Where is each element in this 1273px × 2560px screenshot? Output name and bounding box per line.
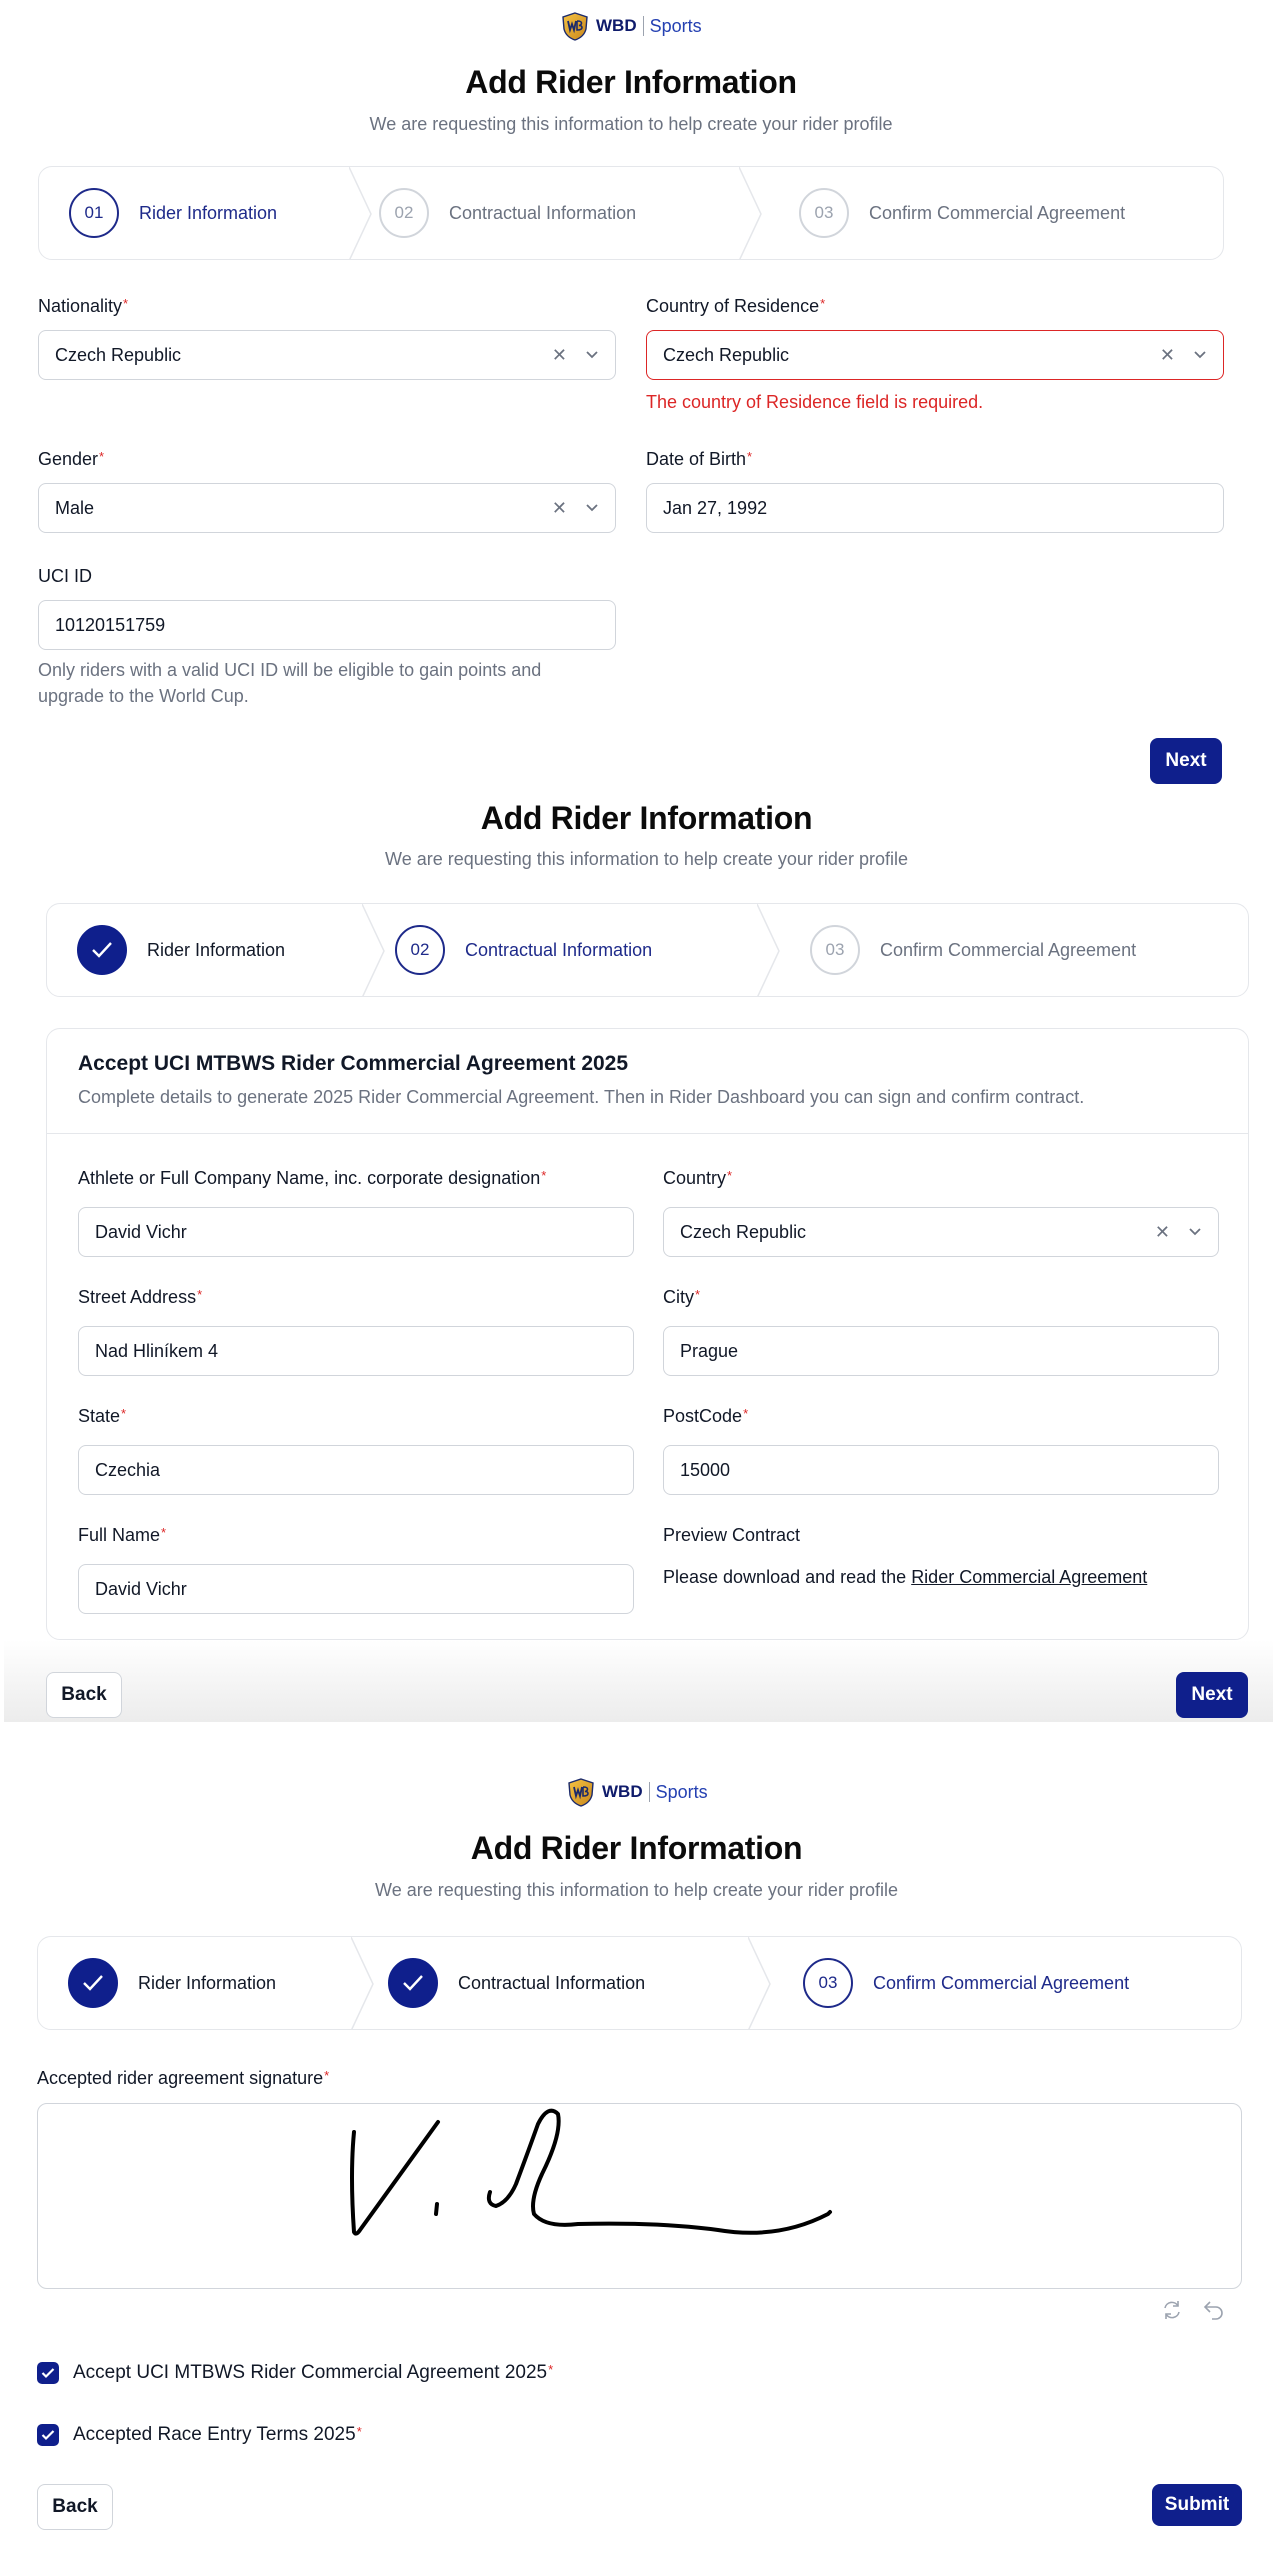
brand-logo <box>566 1776 708 1808</box>
brand-divider <box>649 1782 650 1802</box>
state-value: Czechia <box>95 1459 161 1480</box>
step-label: Confirm Commercial Agreement <box>880 939 1137 960</box>
required-marker: * <box>121 1406 127 1421</box>
checkmark-icon <box>41 2367 55 2379</box>
step-label: Rider Information <box>139 202 278 223</box>
country-select[interactable] <box>663 1207 1219 1257</box>
agreement-link[interactable]: Rider Commercial Agreement <box>911 1567 1148 1587</box>
checkbox[interactable] <box>37 2424 59 2446</box>
country-value: Czech Republic <box>680 1221 807 1242</box>
checkmark-icon <box>82 1974 104 1992</box>
progress-stepper <box>37 1936 1242 2030</box>
dob-input[interactable] <box>646 483 1224 533</box>
wbd-shield-logo-icon <box>566 1777 596 1807</box>
required-marker: * <box>99 449 105 464</box>
step-label: Rider Information <box>147 939 286 960</box>
signature-drawing <box>38 2104 1243 2290</box>
wbd-shield-logo-icon <box>560 11 590 41</box>
required-marker: * <box>747 449 753 464</box>
clear-icon[interactable]: ✕ <box>1159 344 1175 365</box>
step-rider-information[interactable] <box>39 167 349 259</box>
chevron-down-icon[interactable] <box>585 350 599 360</box>
step-rider-information[interactable] <box>47 904 365 996</box>
step-number: 01 <box>69 188 119 238</box>
required-marker: * <box>324 2068 330 2083</box>
nationality-value: Czech Republic <box>55 344 182 365</box>
signature-label: Accepted rider agreement signature* <box>37 2068 330 2088</box>
street-input[interactable] <box>78 1326 634 1376</box>
fullname-value: David Vichr <box>95 1578 187 1599</box>
step-label: Contractual Information <box>458 1972 646 1993</box>
uci-value: 10120151759 <box>55 614 166 635</box>
required-marker: * <box>727 1168 733 1183</box>
step-contractual-information[interactable] <box>348 1937 748 2029</box>
postcode-value: 15000 <box>680 1459 731 1480</box>
street-label: Street Address* <box>78 1287 203 1307</box>
required-marker: * <box>743 1406 749 1421</box>
state-input[interactable] <box>78 1445 634 1495</box>
clear-icon[interactable]: ✕ <box>551 344 567 365</box>
card-subtitle: Complete details to generate 2025 Rider Commercial Agreement. Then in Rider Dashboard you can sign and confirm contract. <box>78 1087 1085 1107</box>
required-marker: * <box>197 1287 203 1302</box>
uci-input[interactable] <box>38 600 616 650</box>
step-contractual-information[interactable] <box>365 904 760 996</box>
checkmark-icon <box>402 1974 424 1992</box>
page-subtitle: We are requesting this information to help create your rider profile <box>385 849 908 869</box>
page-title: Add Rider Information <box>480 800 813 836</box>
fullname-label: Full Name* <box>78 1525 167 1545</box>
street-value: Nad Hliníkem 4 <box>95 1340 219 1361</box>
checkbox-race-entry-terms[interactable] <box>37 2424 362 2446</box>
progress-stepper <box>46 903 1249 997</box>
country-label: Country* <box>663 1168 733 1188</box>
page-subtitle: We are requesting this information to help create your rider profile <box>375 1880 898 1900</box>
step-complete <box>68 1958 118 2008</box>
submit-button[interactable]: Submit <box>1152 2484 1242 2526</box>
next-button[interactable]: Next <box>1150 738 1222 784</box>
uci-label: UCI ID <box>38 566 92 586</box>
preview-label: Preview Contract <box>663 1525 801 1545</box>
uci-help: Only riders with a valid UCI ID will be eligible to gain points and upgrade to the World Cup. <box>38 660 542 706</box>
step-complete <box>388 1958 438 2008</box>
step-label: Contractual Information <box>449 202 637 223</box>
checkbox-label: Accepted Race Entry Terms 2025* <box>73 2424 362 2445</box>
city-input[interactable] <box>663 1326 1219 1376</box>
step-number: 02 <box>395 925 445 975</box>
step-rider-information[interactable] <box>38 1937 348 2029</box>
nationality-select[interactable] <box>38 330 616 380</box>
checkbox-label: Accept UCI MTBWS Rider Commercial Agreement 2025* <box>73 2362 554 2383</box>
nationality-label: Nationality* <box>38 296 129 316</box>
residence-error: The country of Residence field is required. <box>646 392 984 412</box>
clear-icon[interactable]: ✕ <box>551 497 567 518</box>
step-label: Confirm Commercial Agreement <box>869 202 1126 223</box>
step-label: Rider Information <box>138 1972 277 1993</box>
step-label: Contractual Information <box>465 939 653 960</box>
page-title: Add Rider Information <box>470 1830 803 1866</box>
step-confirm-agreement[interactable] <box>748 1937 1129 2029</box>
checkbox[interactable] <box>37 2362 59 2384</box>
checkbox-commercial-agreement[interactable] <box>37 2362 553 2384</box>
page-title: Add Rider Information <box>465 64 797 100</box>
refresh-icon[interactable] <box>1160 2298 1184 2322</box>
city-label: City* <box>663 1287 701 1307</box>
step-number: 03 <box>810 925 860 975</box>
next-button[interactable]: Next <box>1176 1672 1248 1718</box>
chevron-down-icon[interactable] <box>1193 350 1207 360</box>
residence-value: Czech Republic <box>663 344 790 365</box>
undo-icon[interactable] <box>1202 2298 1226 2322</box>
checkmark-icon <box>41 2429 55 2441</box>
step-confirm-agreement[interactable] <box>760 904 1136 996</box>
athlete-label: Athlete or Full Company Name, inc. corporate designation* <box>78 1168 547 1188</box>
step-number: 03 <box>803 1958 853 2008</box>
brand-logo <box>560 10 702 42</box>
brand-wbd: WBD <box>602 1782 643 1801</box>
card-divider <box>47 1133 1248 1134</box>
postcode-label: PostCode* <box>663 1406 749 1426</box>
required-marker: * <box>695 1287 701 1302</box>
page-subtitle: We are requesting this information to help create your rider profile <box>369 114 893 134</box>
brand-wbd: WBD <box>596 16 637 35</box>
required-marker: * <box>161 1525 167 1540</box>
state-label: State* <box>78 1406 127 1426</box>
gender-select[interactable] <box>38 483 616 533</box>
footer-bar <box>4 1640 1273 1722</box>
card-title: Accept UCI MTBWS Rider Commercial Agreement 2025 <box>78 1052 629 1075</box>
residence-select[interactable] <box>646 330 1224 380</box>
athlete-value: David Vichr <box>95 1221 187 1242</box>
checkmark-icon <box>91 941 113 959</box>
step-number: 03 <box>799 188 849 238</box>
dob-value: Jan 27, 1992 <box>663 497 768 518</box>
step-complete <box>77 925 127 975</box>
gender-value: Male <box>55 497 95 518</box>
back-button[interactable]: Back <box>46 1672 122 1718</box>
brand-divider <box>643 16 644 36</box>
brand-sports: Sports <box>649 15 702 36</box>
chevron-down-icon[interactable] <box>585 503 599 513</box>
back-button[interactable]: Back <box>37 2484 113 2530</box>
required-marker: * <box>123 296 129 311</box>
step-number: 02 <box>379 188 429 238</box>
clear-icon[interactable]: ✕ <box>1154 1221 1170 1242</box>
chevron-down-icon[interactable] <box>1188 1227 1202 1237</box>
brand-sports: Sports <box>655 1781 708 1802</box>
step-label: Confirm Commercial Agreement <box>873 1972 1130 1993</box>
postcode-input[interactable] <box>663 1445 1219 1495</box>
city-value: Prague <box>680 1340 739 1361</box>
step-confirm-agreement[interactable] <box>749 167 1125 259</box>
gender-label: Gender* <box>38 449 105 469</box>
dob-label: Date of Birth* <box>646 449 753 469</box>
fullname-input[interactable] <box>78 1564 634 1614</box>
preview-text: Please download and read the Rider Commercial Agreement <box>663 1567 1148 1587</box>
signature-pad[interactable] <box>37 2103 1242 2289</box>
required-marker: * <box>541 1168 547 1183</box>
required-marker: * <box>820 296 826 311</box>
progress-stepper <box>38 166 1224 260</box>
residence-label: Country of Residence* <box>646 296 826 316</box>
athlete-input[interactable] <box>78 1207 634 1257</box>
agreement-card <box>46 1028 1249 1640</box>
step-contractual-information[interactable] <box>349 167 749 259</box>
